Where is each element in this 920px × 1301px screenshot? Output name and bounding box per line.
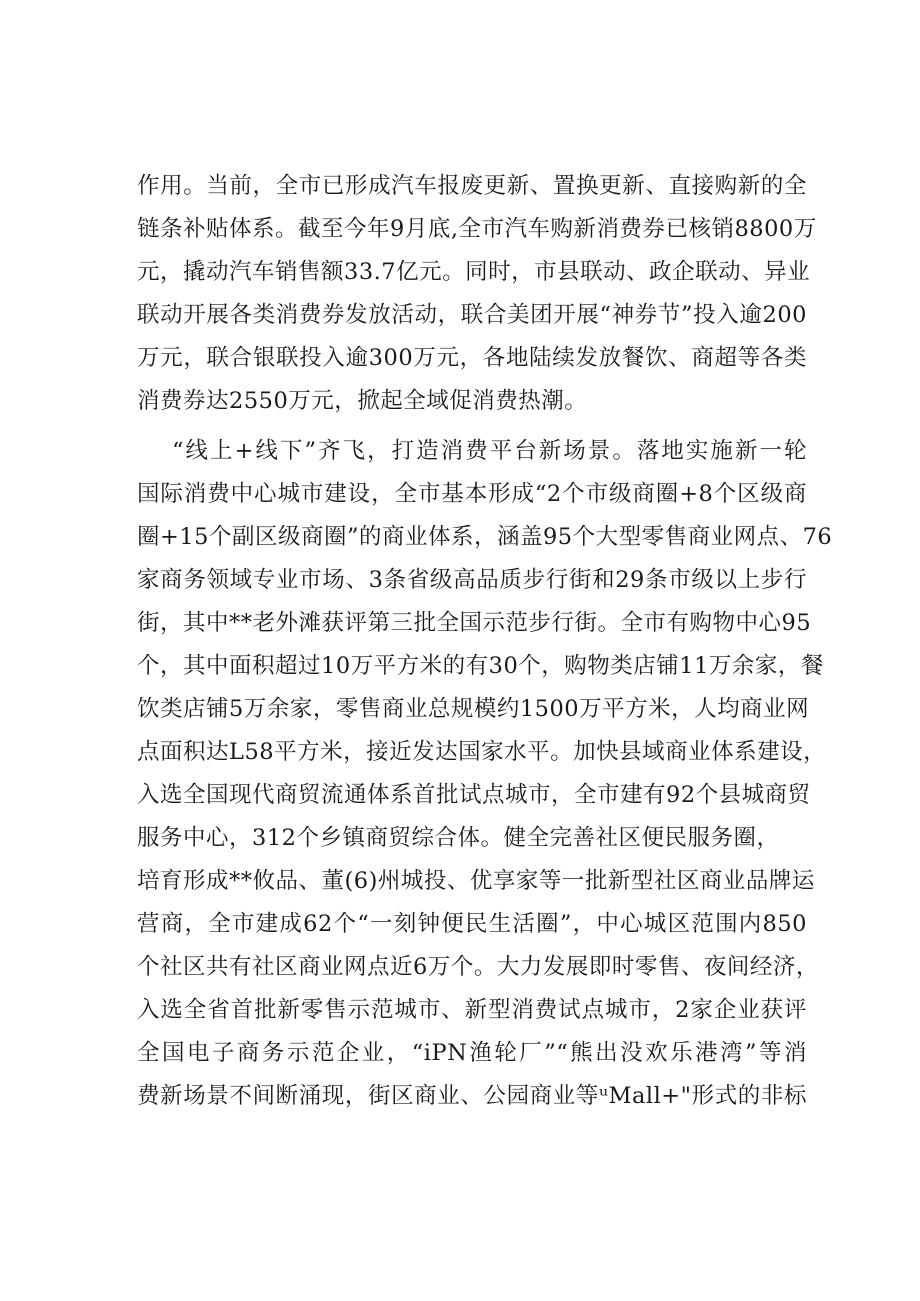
text-line: 入选全国现代商贸流通体系首批试点城市，全市建有92个县城商贸 xyxy=(137,782,811,808)
text-line: 费新场景不间断涌现，街区商业、公园商业等ᵘMall+"形式的非标 xyxy=(137,1083,807,1109)
text-line: 点面积达L58平方米，接近发达国家水平。加快县域商业体系建设， xyxy=(137,739,827,765)
text-line: 消费券达2550万元，掀起全域促消费热潮。 xyxy=(137,388,588,414)
text-line: 培育形成**攸品、董(6)州城投、优享家等一批新型社区商业品牌运 xyxy=(137,868,815,894)
text-line: 国际消费中心城市建设，全市基本形成“2个市级商圈+8个区级商 xyxy=(137,481,807,507)
text-line: 链条补贴体系。截至今年9月底,全市汽车购新消费券已核销8800万 xyxy=(137,216,817,242)
text-line: 作用。当前，全市已形成汽车报废更新、置换更新、直接购新的全 xyxy=(137,173,807,199)
text-line: 万元，联合银联投入逾300万元，各地陆续发放餐饮、商超等各类 xyxy=(137,345,807,371)
text-line: 个社区共有社区商业网点近6万个。大力发展即时零售、夜间经济， xyxy=(137,954,819,980)
text-line: 街，其中**老外滩获评第三批全国示范步行街。全市有购物中心95 xyxy=(137,610,812,636)
text-line: 全国电子商务示范企业，“iPN渔轮厂”“熊出没欢乐港湾”等消 xyxy=(137,1040,807,1066)
text-line: “线上+线下”齐飞，打造消费平台新场景。落地实施新一轮 xyxy=(172,438,807,464)
text-line: 个，其中面积超过10万平方米的有30个，购物类店铺11万余家，餐 xyxy=(137,653,824,679)
text-line: 营商，全市建成62个“一刻钟便民生活圈”，中心城区范围内850 xyxy=(137,911,807,937)
text-line: 圈+15个副区级商圈”的商业体系，涵盖95个大型零售商业网点、76 xyxy=(137,524,833,550)
text-line: 家商务领域专业市场、3条省级高品质步行街和29条市级以上步行 xyxy=(137,567,807,593)
text-line: 入选全省首批新零售示范城市、新型消费试点城市，2家企业获评 xyxy=(137,997,807,1023)
text-line: 联动开展各类消费券发放活动，联合美团开展“神券节”投入逾200 xyxy=(137,302,807,328)
text-line: 饮类店铺5万余家，零售商业总规模约1500万平方米，人均商业网 xyxy=(137,696,810,722)
text-line: 元，撬动汽车销售额33.7亿元。同时，市县联动、政企联动、异业 xyxy=(137,259,811,285)
text-line: 服务中心，312个乡镇商贸综合体。健全完善社区便民服务圈， xyxy=(137,825,780,851)
